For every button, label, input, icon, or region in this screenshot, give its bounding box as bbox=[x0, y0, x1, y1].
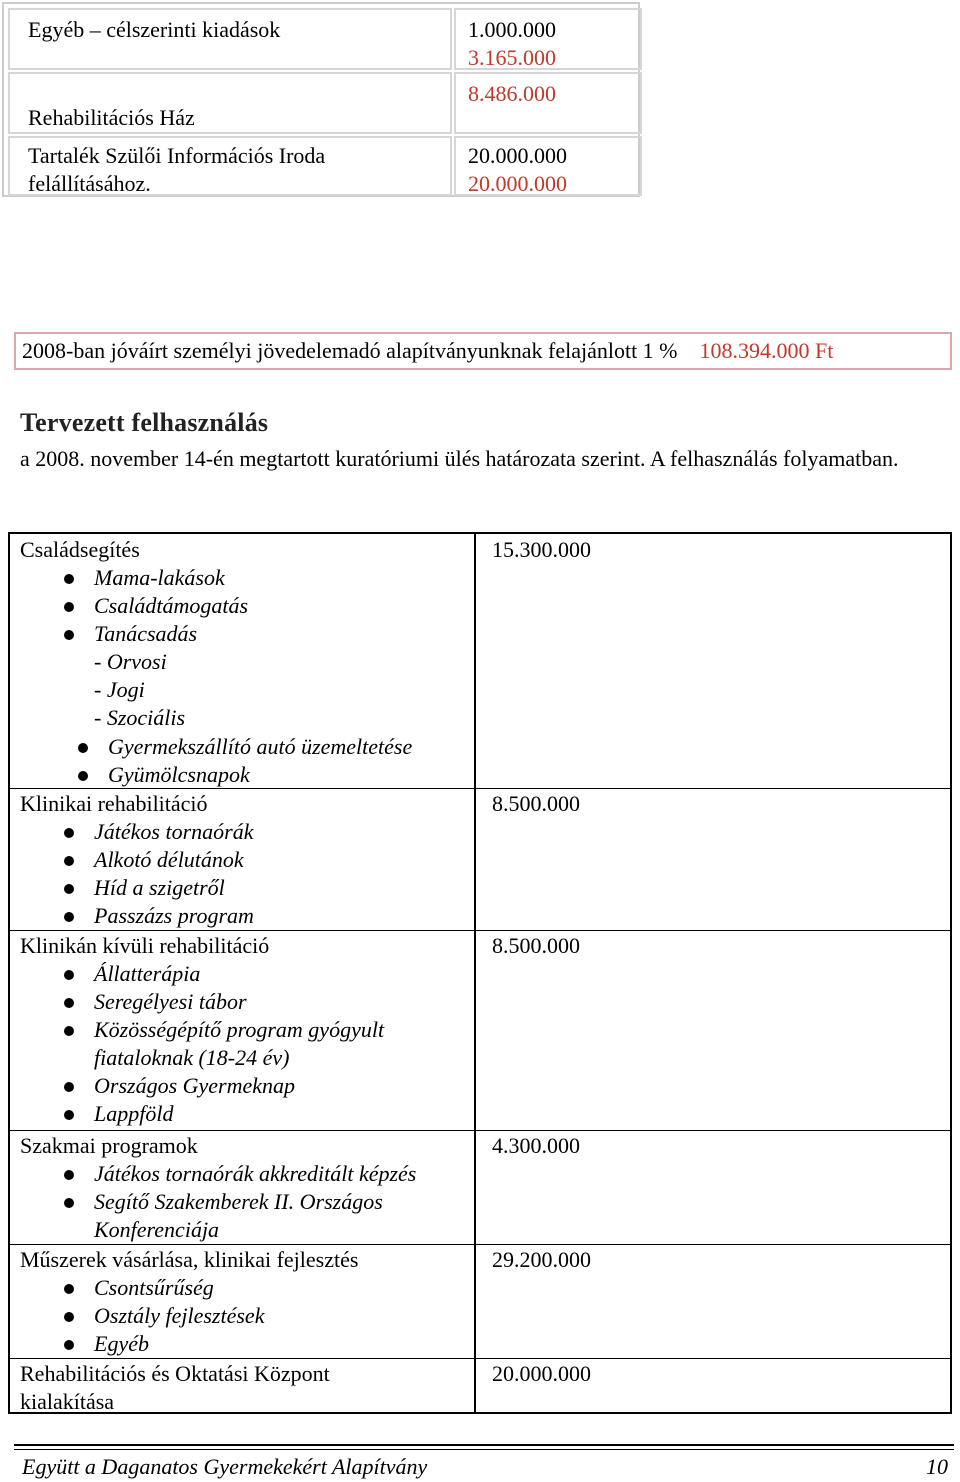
list-item: Egyéb bbox=[94, 1331, 149, 1356]
bullet-icon bbox=[64, 1284, 74, 1294]
cell-row1-value bbox=[454, 8, 642, 70]
list-subitem: - Szociális bbox=[94, 705, 186, 730]
list-item: Osztály fejlesztések bbox=[94, 1303, 265, 1328]
list-item: Seregélyesi tábor bbox=[94, 989, 247, 1014]
row-divider bbox=[10, 1130, 950, 1131]
section-title: Tervezett felhasználás bbox=[20, 408, 269, 437]
bullet-icon bbox=[78, 743, 88, 753]
cell-row2-label bbox=[8, 72, 452, 134]
bullet-icon bbox=[64, 884, 74, 894]
bullet-icon bbox=[64, 998, 74, 1008]
list-item: Passzázs program bbox=[94, 903, 254, 928]
cell-row3-label bbox=[8, 136, 452, 196]
list-item-continuation: fiataloknak (18-24 év) bbox=[94, 1045, 290, 1070]
row-divider bbox=[10, 1358, 950, 1359]
row3-value-1: 20.000.000 bbox=[468, 143, 567, 168]
row2-value: 8.486.000 bbox=[468, 81, 556, 106]
list-item: Játékos tornaórák akkreditált képzés bbox=[94, 1161, 417, 1186]
section-intro: a 2008. november 14-én megtartott kuratóriumi ülés határozata szerint. A felhasználás folyamatban. bbox=[20, 446, 899, 471]
list-subitem: - Jogi bbox=[94, 677, 145, 702]
category-rehab-center-line1: Rehabilitációs és Oktatási Központ bbox=[20, 1361, 330, 1386]
donation-text: 2008-ban jóváírt személyi jövedelemadó alapítványunknak felajánlott 1 % bbox=[22, 338, 678, 363]
row-divider bbox=[10, 1244, 950, 1245]
footer-rule bbox=[14, 1449, 954, 1450]
bullet-icon bbox=[64, 856, 74, 866]
list-subitem: - Orvosi bbox=[94, 649, 167, 674]
cell-row2-value bbox=[454, 72, 642, 134]
planned-use-table bbox=[8, 532, 952, 1414]
bullet-icon bbox=[64, 630, 74, 640]
bullet-icon bbox=[64, 970, 74, 980]
row1-value-1: 1.000.000 bbox=[468, 17, 556, 42]
bullet-icon bbox=[64, 1110, 74, 1120]
bullet-icon bbox=[78, 771, 88, 781]
donation-amount: 108.394.000 Ft bbox=[699, 338, 834, 363]
amount-equipment: 29.200.000 bbox=[492, 1247, 591, 1272]
amount-family-support: 15.300.000 bbox=[492, 537, 591, 562]
bullet-icon bbox=[64, 1170, 74, 1180]
bullet-icon bbox=[64, 574, 74, 584]
list-item: Segítő Szakemberek II. Országos bbox=[94, 1189, 383, 1214]
list-item: Játékos tornaórák bbox=[94, 819, 254, 844]
row3-label-line2: felállításához. bbox=[28, 171, 151, 196]
category-clinical-rehab: Klinikai rehabilitáció bbox=[20, 791, 208, 816]
amount-professional-programs: 4.300.000 bbox=[492, 1133, 580, 1158]
footer-organization: Együtt a Daganatos Gyermekekért Alapítvány bbox=[22, 1454, 428, 1479]
row-divider bbox=[10, 930, 950, 931]
cell-row1-label bbox=[8, 8, 452, 70]
bullet-icon bbox=[64, 1198, 74, 1208]
bullet-icon bbox=[64, 602, 74, 612]
list-item: Országos Gyermeknap bbox=[94, 1073, 296, 1098]
category-equipment: Műszerek vásárlása, klinikai fejlesztés bbox=[20, 1247, 359, 1272]
list-item: Alkotó délutánok bbox=[94, 847, 244, 872]
bullet-icon bbox=[64, 1082, 74, 1092]
list-item: Gyümölcsnapok bbox=[108, 762, 250, 787]
category-family-support: Családsegítés bbox=[20, 537, 140, 562]
expense-table-top bbox=[2, 2, 640, 197]
category-outpatient-rehab: Klinikán kívüli rehabilitáció bbox=[20, 933, 270, 958]
list-item: Tanácsadás bbox=[94, 621, 198, 646]
page-number: 10 bbox=[926, 1454, 948, 1479]
amount-rehab-center: 20.000.000 bbox=[492, 1361, 591, 1386]
row3-value-2: 20.000.000 bbox=[468, 171, 567, 196]
bullet-icon bbox=[64, 1026, 74, 1036]
row1-label: Egyéb – célszerinti kiadások bbox=[28, 17, 281, 42]
cell-row3-value bbox=[454, 136, 642, 196]
footer-rule bbox=[14, 1444, 954, 1446]
list-item: Családtámogatás bbox=[94, 593, 249, 618]
row3-label-line1: Tartalék Szülői Információs Iroda bbox=[28, 143, 326, 168]
list-item: Mama-lakások bbox=[94, 565, 225, 590]
donation-summary bbox=[14, 332, 952, 370]
bullet-icon bbox=[64, 828, 74, 838]
amount-clinical-rehab: 8.500.000 bbox=[492, 791, 580, 816]
list-item: Állatterápia bbox=[94, 961, 201, 986]
row1-value-2: 3.165.000 bbox=[468, 45, 556, 70]
list-item: Közösségépítő program gyógyult bbox=[94, 1017, 385, 1042]
list-item: Híd a szigetről bbox=[94, 875, 225, 900]
list-item: Gyermekszállító autó üzemeltetése bbox=[108, 734, 413, 759]
amount-outpatient-rehab: 8.500.000 bbox=[492, 933, 580, 958]
list-item: Lappföld bbox=[94, 1101, 174, 1126]
list-item: Csontsűrűség bbox=[94, 1275, 214, 1300]
row2-label: Rehabilitációs Ház bbox=[28, 105, 195, 130]
bullet-icon bbox=[64, 1312, 74, 1322]
category-professional-programs: Szakmai programok bbox=[20, 1133, 198, 1158]
category-rehab-center-line2: kialakítása bbox=[20, 1389, 115, 1414]
bullet-icon bbox=[64, 1340, 74, 1350]
bullet-icon bbox=[64, 912, 74, 922]
column-divider bbox=[474, 534, 476, 1412]
list-item-continuation: Konferenciája bbox=[94, 1217, 220, 1242]
